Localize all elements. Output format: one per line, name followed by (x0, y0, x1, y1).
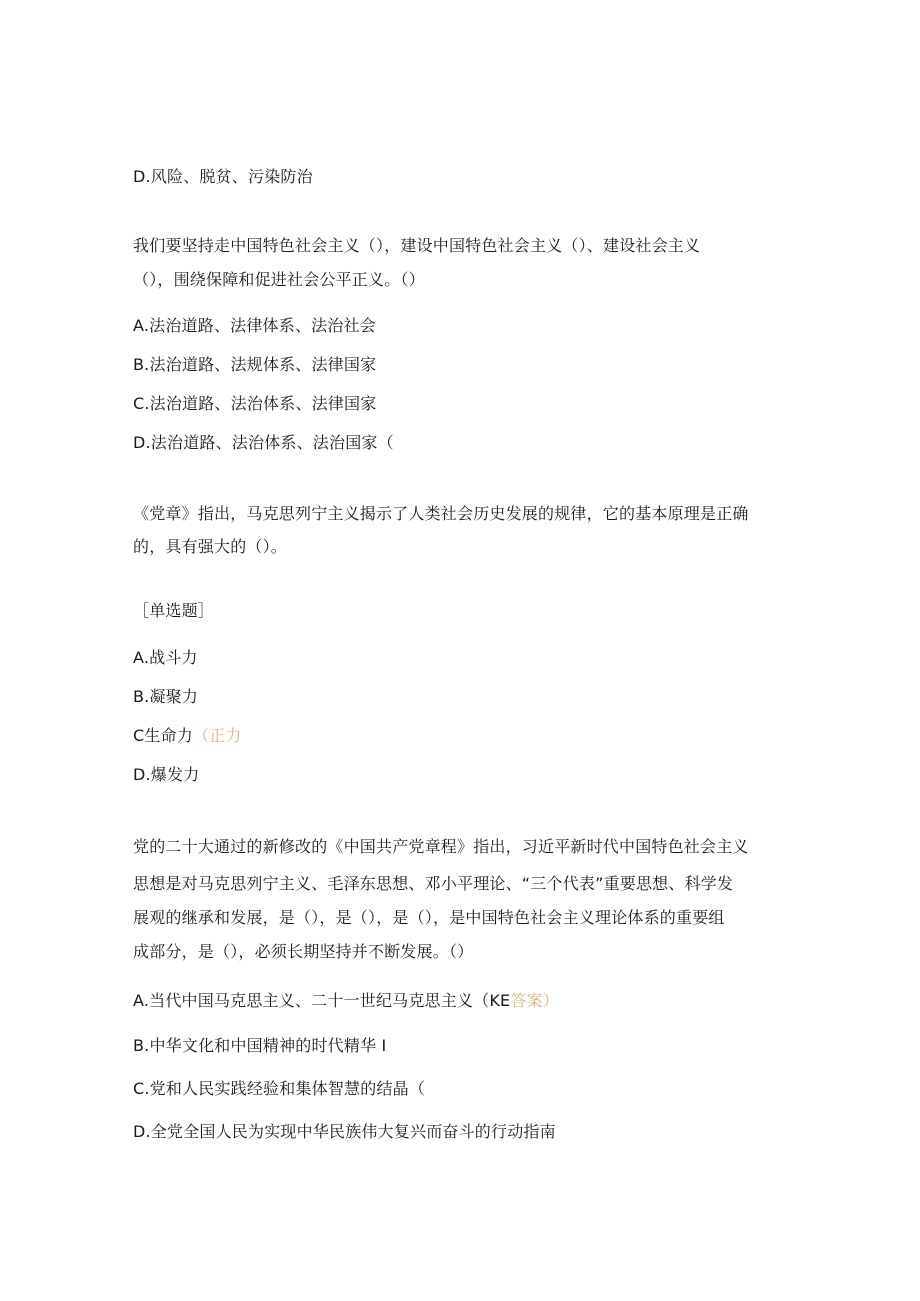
q2-option-a: A.战斗力 (133, 648, 198, 667)
q3-option-a-note: 答案） (510, 991, 559, 1010)
q2-type-label: ［单选题］ (133, 601, 215, 620)
q0-option-d: D.风险、脱贫、污染防治 (133, 167, 313, 186)
q2-stem-line-1: 《党章》指出，马克思列宁主义揭示了人类社会历史发展的规律，它的基本原理是正确 (133, 504, 749, 523)
q2-option-d: D.爆发力 (133, 765, 200, 784)
q3-stem-line-3: 展观的继承和发展，是（），是（），是（），是中国特色社会主义理论体系的重要组 (133, 908, 725, 927)
q1-stem-line-2: （），围绕保障和促进社会公平正义。（） (133, 270, 425, 289)
q3-option-d: D.全党全国人民为实现中华民族伟大复兴而奋斗的行动指南 (133, 1122, 556, 1141)
q1-option-b: B.法治道路、法规体系、法律国家 (133, 355, 377, 374)
q1-option-a: A.法治道路、法律体系、法治社会 (133, 316, 376, 335)
q1-option-d: D.法治道路、法治体系、法治国家（ (133, 433, 394, 452)
q2-option-b: B.凝聚力 (133, 687, 199, 706)
q3-stem-line-2: 思想是对马克思列宁主义、毛泽东思想、邓小平理论、“三个代表”重要思想、科学发 (133, 874, 734, 893)
q3-option-b: B.中华文化和中国精神的时代精华 I (133, 1036, 387, 1055)
q2-option-c-note: （正力 (192, 726, 242, 745)
q3-option-a-text: A.当代中国马克思主义、二十一世纪马克思主义（KE (133, 991, 511, 1010)
q1-option-c: C.法治道路、法治体系、法律国家 (133, 394, 377, 413)
q3-option-c: C.党和人民实践经验和集体智慧的结晶（ (133, 1079, 426, 1098)
q2-stem-line-2: 的，具有强大的（）。 (133, 537, 288, 556)
q2-option-c (133, 726, 242, 746)
q3-stem-line-4: 成部分，是（），必须长期坚持并不断发展。（） (133, 942, 474, 961)
q3-option-a (133, 991, 559, 1011)
q3-stem-line-1: 党的二十大通过的新修改的《中国共产党章程》指出，习近平新时代中国特色社会主义 (133, 837, 749, 856)
q2-option-c-text: C生命力 (133, 726, 193, 745)
q1-stem-line-1: 我们要坚持走中国特色社会主义（），建设中国特色社会主义（）、建设社会主义 (133, 236, 701, 255)
